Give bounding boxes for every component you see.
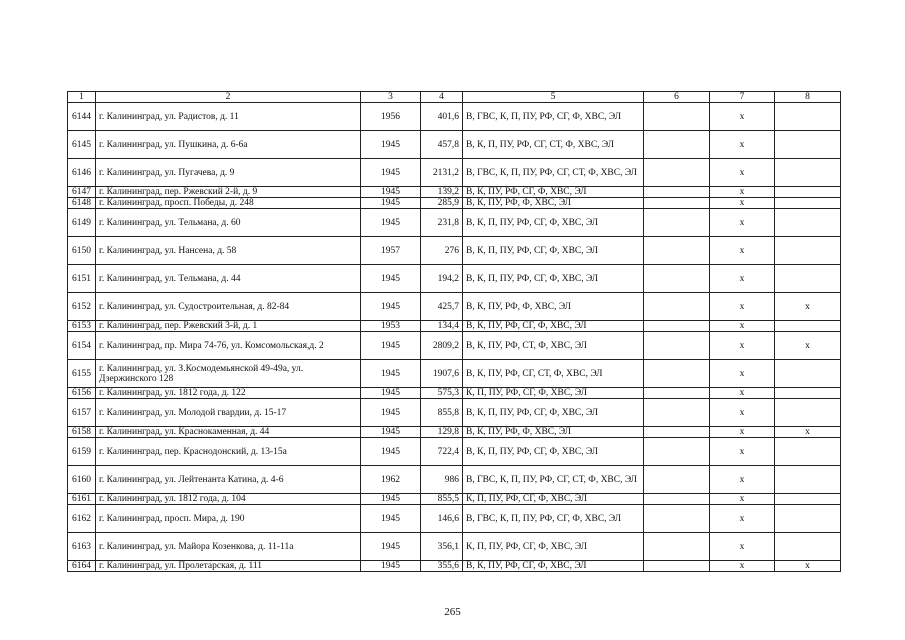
row-col8 xyxy=(775,438,841,466)
row-systems: В, К, П, ПУ, РФ, СГ, Ф, ХВС, ЭЛ xyxy=(463,237,644,265)
row-col8 xyxy=(775,321,841,332)
row-year: 1956 xyxy=(361,103,421,131)
row-year: 1945 xyxy=(361,438,421,466)
row-col7: х xyxy=(710,293,775,321)
row-systems: В, К, П, ПУ, РФ, СГ, Ф, ХВС, ЭЛ xyxy=(463,438,644,466)
row-address: г. Калининград, ул. Пушкина, д. 6-6а xyxy=(96,131,361,159)
table-row xyxy=(68,237,841,265)
row-year: 1945 xyxy=(361,159,421,187)
row-address: г. Калининград, ул. Пролетарская, д. 111 xyxy=(96,561,361,572)
row-address: г. Калининград, ул. Лейтенанта Катина, д. 4-6 xyxy=(96,466,361,494)
table-row xyxy=(68,388,841,399)
row-year: 1945 xyxy=(361,533,421,561)
col-header-7: 7 xyxy=(710,92,775,103)
row-area: 855,5 xyxy=(421,494,463,505)
row-col6 xyxy=(644,533,710,561)
row-number: 6153 xyxy=(68,321,96,332)
table-row xyxy=(68,533,841,561)
row-address: г. Калининград, ул. Тельмана, д. 60 xyxy=(96,209,361,237)
row-col8 xyxy=(775,187,841,198)
row-col6 xyxy=(644,293,710,321)
row-address: г. Калининград, ул. Краснокаменная, д. 44 xyxy=(96,427,361,438)
row-col6 xyxy=(644,198,710,209)
row-year: 1945 xyxy=(361,505,421,533)
row-area: 1907,6 xyxy=(421,360,463,388)
row-col7: х xyxy=(710,198,775,209)
row-year: 1945 xyxy=(361,399,421,427)
row-year: 1945 xyxy=(361,293,421,321)
col-header-8: 8 xyxy=(775,92,841,103)
row-col8 xyxy=(775,237,841,265)
table-row xyxy=(68,187,841,198)
row-systems: В, К, П, ПУ, РФ, СГ, Ф, ХВС, ЭЛ xyxy=(463,209,644,237)
row-address: г. Калининград, пр. Мира 74-76, ул. Комсомольская,д. 2 xyxy=(96,332,361,360)
row-col8 xyxy=(775,265,841,293)
row-systems: В, ГВС, К, П, ПУ, РФ, СГ, СТ, Ф, ХВС, ЭЛ xyxy=(463,159,644,187)
row-number: 6149 xyxy=(68,209,96,237)
row-systems: В, ГВС, К, П, ПУ, РФ, СГ, Ф, ХВС, ЭЛ xyxy=(463,505,644,533)
header-row xyxy=(68,92,841,103)
row-address: г. Калининград, ул. 1812 года, д. 104 xyxy=(96,494,361,505)
housing-registry-table xyxy=(67,91,841,572)
row-systems: В, К, ПУ, РФ, Ф, ХВС, ЭЛ xyxy=(463,427,644,438)
table-row xyxy=(68,131,841,159)
row-col8 xyxy=(775,466,841,494)
row-area: 129,8 xyxy=(421,427,463,438)
table-row xyxy=(68,209,841,237)
row-area: 2809,2 xyxy=(421,332,463,360)
row-number: 6155 xyxy=(68,360,96,388)
row-area: 194,2 xyxy=(421,265,463,293)
row-year: 1945 xyxy=(361,427,421,438)
row-area: 575,3 xyxy=(421,388,463,399)
row-systems: В, К, П, ПУ, РФ, СГ, СТ, Ф, ХВС, ЭЛ xyxy=(463,131,644,159)
row-number: 6158 xyxy=(68,427,96,438)
row-col8: х xyxy=(775,561,841,572)
row-address: г. Калининград, пер. Краснодонский, д. 13-15а xyxy=(96,438,361,466)
row-area: 276 xyxy=(421,237,463,265)
row-col6 xyxy=(644,131,710,159)
row-year: 1945 xyxy=(361,131,421,159)
row-address: г. Калининград, ул. Судостроительная, д. 82-84 xyxy=(96,293,361,321)
row-col6 xyxy=(644,159,710,187)
row-col8 xyxy=(775,360,841,388)
row-year: 1962 xyxy=(361,466,421,494)
table-row xyxy=(68,494,841,505)
row-col8: х xyxy=(775,427,841,438)
row-area: 986 xyxy=(421,466,463,494)
row-address: г. Калининград, ул. Тельмана, д. 44 xyxy=(96,265,361,293)
row-systems: К, П, ПУ, РФ, СГ, Ф, ХВС, ЭЛ xyxy=(463,533,644,561)
row-area: 139,2 xyxy=(421,187,463,198)
row-number: 6147 xyxy=(68,187,96,198)
row-col7: х xyxy=(710,237,775,265)
row-year: 1945 xyxy=(361,561,421,572)
table-row xyxy=(68,399,841,427)
row-col7: х xyxy=(710,265,775,293)
col-header-6: 6 xyxy=(644,92,710,103)
row-area: 401,6 xyxy=(421,103,463,131)
row-col6 xyxy=(644,265,710,293)
row-area: 457,8 xyxy=(421,131,463,159)
row-area: 722,4 xyxy=(421,438,463,466)
row-area: 146,6 xyxy=(421,505,463,533)
row-col7: х xyxy=(710,159,775,187)
row-col6 xyxy=(644,388,710,399)
row-systems: В, К, ПУ, РФ, Ф, ХВС, ЭЛ xyxy=(463,293,644,321)
row-col6 xyxy=(644,360,710,388)
document-sheet xyxy=(67,91,841,572)
row-area: 231,8 xyxy=(421,209,463,237)
page-number: 265 xyxy=(444,606,461,618)
table-row xyxy=(68,427,841,438)
row-col7: х xyxy=(710,533,775,561)
row-area: 134,4 xyxy=(421,321,463,332)
row-systems: В, К, ПУ, РФ, СГ, Ф, ХВС, ЭЛ xyxy=(463,187,644,198)
row-number: 6152 xyxy=(68,293,96,321)
row-systems: К, П, ПУ, РФ, СГ, Ф, ХВС, ЭЛ xyxy=(463,388,644,399)
row-number: 6160 xyxy=(68,466,96,494)
row-col7: х xyxy=(710,494,775,505)
row-year: 1945 xyxy=(361,209,421,237)
row-number: 6144 xyxy=(68,103,96,131)
row-address: г. Калининград, просп. Победы, д. 248 xyxy=(96,198,361,209)
row-col6 xyxy=(644,466,710,494)
row-number: 6145 xyxy=(68,131,96,159)
row-address: г. Калининград, ул. 1812 года, д. 122 xyxy=(96,388,361,399)
row-col8 xyxy=(775,399,841,427)
row-number: 6148 xyxy=(68,198,96,209)
table-row xyxy=(68,466,841,494)
row-col8 xyxy=(775,388,841,399)
row-systems: В, ГВС, К, П, ПУ, РФ, СГ, Ф, ХВС, ЭЛ xyxy=(463,103,644,131)
row-col6 xyxy=(644,321,710,332)
row-col6 xyxy=(644,237,710,265)
table-row xyxy=(68,103,841,131)
row-col7: х xyxy=(710,561,775,572)
table-row xyxy=(68,159,841,187)
row-col8 xyxy=(775,198,841,209)
row-address: г. Калининград, ул. Молодой гвардии, д. 15-17 xyxy=(96,399,361,427)
row-col7: х xyxy=(710,388,775,399)
row-systems: В, К, ПУ, РФ, СГ, СТ, Ф, ХВС, ЭЛ xyxy=(463,360,644,388)
row-col6 xyxy=(644,505,710,533)
row-col7: х xyxy=(710,438,775,466)
row-systems: В, К, ПУ, РФ, СГ, Ф, ХВС, ЭЛ xyxy=(463,561,644,572)
row-number: 6150 xyxy=(68,237,96,265)
row-col6 xyxy=(644,561,710,572)
row-systems: В, К, П, ПУ, РФ, СГ, Ф, ХВС, ЭЛ xyxy=(463,399,644,427)
row-col8 xyxy=(775,494,841,505)
row-col7: х xyxy=(710,360,775,388)
row-col8 xyxy=(775,209,841,237)
row-col7: х xyxy=(710,427,775,438)
row-area: 355,6 xyxy=(421,561,463,572)
row-col6 xyxy=(644,332,710,360)
row-address: г. Калининград, ул. З.Космодемьянской 49-49а, ул. Дзержинского 128 xyxy=(96,360,361,388)
row-col6 xyxy=(644,438,710,466)
row-year: 1945 xyxy=(361,198,421,209)
row-systems: В, ГВС, К, П, ПУ, РФ, СГ, СТ, Ф, ХВС, ЭЛ xyxy=(463,466,644,494)
row-systems: В, К, ПУ, РФ, Ф, ХВС, ЭЛ xyxy=(463,198,644,209)
row-col7: х xyxy=(710,131,775,159)
row-col7: х xyxy=(710,399,775,427)
col-header-2: 2 xyxy=(96,92,361,103)
row-systems: В, К, ПУ, РФ, СГ, Ф, ХВС, ЭЛ xyxy=(463,321,644,332)
row-address: г. Калининград, просп. Мира, д. 190 xyxy=(96,505,361,533)
row-area: 285,9 xyxy=(421,198,463,209)
row-col7: х xyxy=(710,103,775,131)
row-number: 6151 xyxy=(68,265,96,293)
row-col6 xyxy=(644,427,710,438)
row-area: 2131,2 xyxy=(421,159,463,187)
row-year: 1945 xyxy=(361,332,421,360)
row-col8: х xyxy=(775,293,841,321)
table-row xyxy=(68,293,841,321)
table-row xyxy=(68,265,841,293)
row-col7: х xyxy=(710,209,775,237)
row-col8 xyxy=(775,159,841,187)
table-row xyxy=(68,198,841,209)
row-systems: К, П, ПУ, РФ, СГ, Ф, ХВС, ЭЛ xyxy=(463,494,644,505)
row-number: 6154 xyxy=(68,332,96,360)
row-col6 xyxy=(644,399,710,427)
row-col7: х xyxy=(710,187,775,198)
col-header-1: 1 xyxy=(68,92,96,103)
row-year: 1945 xyxy=(361,360,421,388)
row-col6 xyxy=(644,209,710,237)
row-number: 6159 xyxy=(68,438,96,466)
col-header-4: 4 xyxy=(421,92,463,103)
table-row xyxy=(68,438,841,466)
row-number: 6163 xyxy=(68,533,96,561)
row-col6 xyxy=(644,494,710,505)
row-col7: х xyxy=(710,332,775,360)
row-col6 xyxy=(644,103,710,131)
row-number: 6157 xyxy=(68,399,96,427)
table-row xyxy=(68,321,841,332)
row-col7: х xyxy=(710,321,775,332)
row-number: 6164 xyxy=(68,561,96,572)
row-col8 xyxy=(775,131,841,159)
row-area: 425,7 xyxy=(421,293,463,321)
row-col8: х xyxy=(775,332,841,360)
row-address: г. Калининград, пер. Ржевский 2-й, д. 9 xyxy=(96,187,361,198)
table-row xyxy=(68,505,841,533)
row-year: 1945 xyxy=(361,388,421,399)
row-year: 1957 xyxy=(361,237,421,265)
row-year: 1945 xyxy=(361,187,421,198)
row-number: 6161 xyxy=(68,494,96,505)
row-number: 6162 xyxy=(68,505,96,533)
row-area: 855,8 xyxy=(421,399,463,427)
row-address: г. Калининград, ул. Майора Козенкова, д. 11-11а xyxy=(96,533,361,561)
row-year: 1945 xyxy=(361,265,421,293)
table-row xyxy=(68,360,841,388)
row-col8 xyxy=(775,103,841,131)
table-row xyxy=(68,561,841,572)
row-col7: х xyxy=(710,505,775,533)
row-address: г. Калининград, пер. Ржевский 3-й, д. 1 xyxy=(96,321,361,332)
col-header-3: 3 xyxy=(361,92,421,103)
row-address: г. Калининград, ул. Нансена, д. 58 xyxy=(96,237,361,265)
row-year: 1945 xyxy=(361,494,421,505)
row-number: 6146 xyxy=(68,159,96,187)
row-col6 xyxy=(644,187,710,198)
row-address: г. Калининград, ул. Пугачева, д. 9 xyxy=(96,159,361,187)
row-col8 xyxy=(775,505,841,533)
col-header-5: 5 xyxy=(463,92,644,103)
table-row xyxy=(68,332,841,360)
row-number: 6156 xyxy=(68,388,96,399)
row-col7: х xyxy=(710,466,775,494)
row-area: 356,1 xyxy=(421,533,463,561)
row-systems: В, К, ПУ, РФ, СТ, Ф, ХВС, ЭЛ xyxy=(463,332,644,360)
row-systems: В, К, П, ПУ, РФ, СГ, Ф, ХВС, ЭЛ xyxy=(463,265,644,293)
row-address: г. Калининград, ул. Радистов, д. 11 xyxy=(96,103,361,131)
row-year: 1953 xyxy=(361,321,421,332)
row-col8 xyxy=(775,533,841,561)
